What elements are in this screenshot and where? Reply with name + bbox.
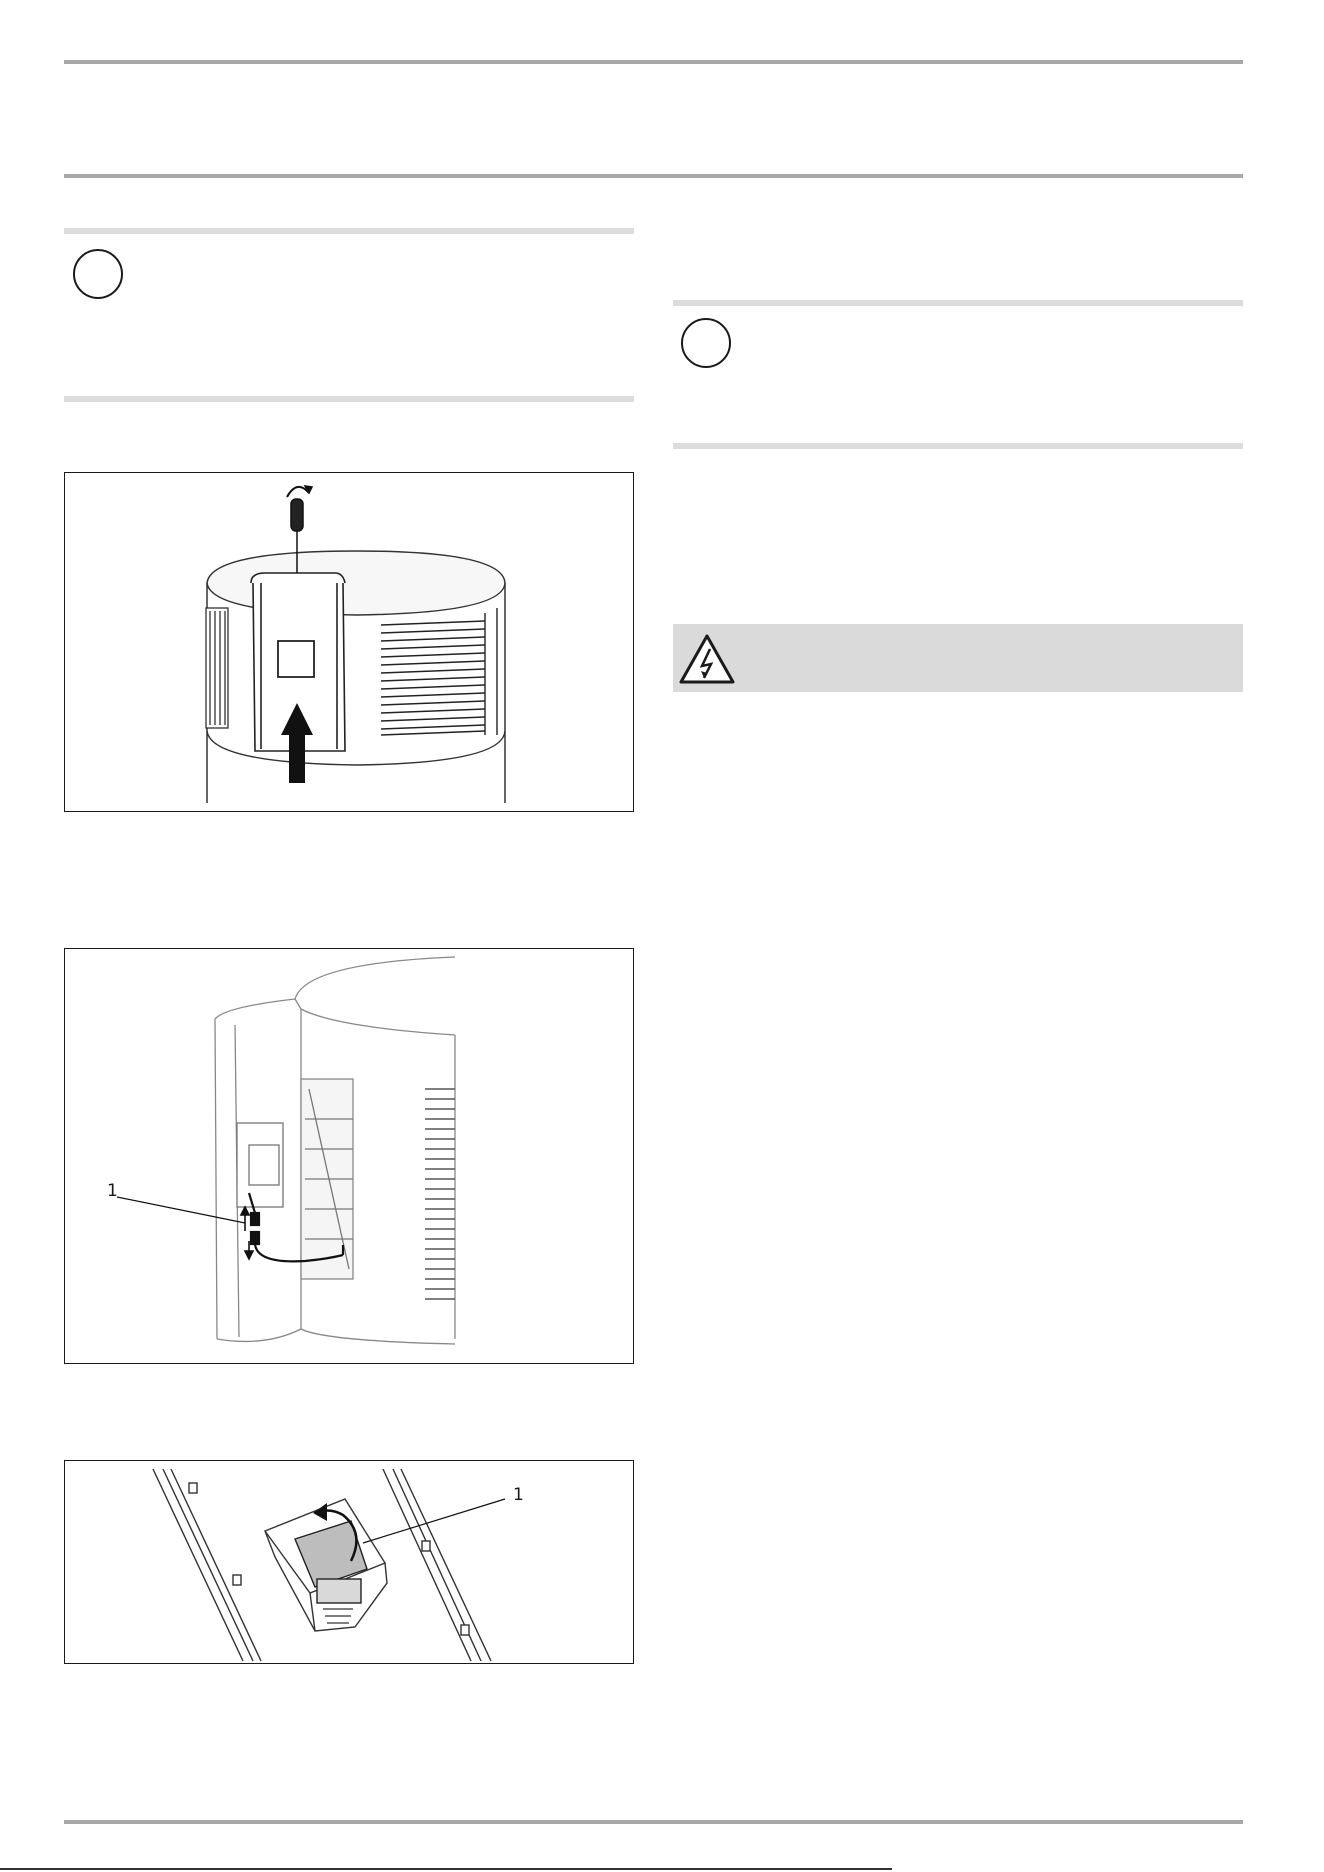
note-box-top-rule xyxy=(64,228,634,234)
note-box-bottom-rule xyxy=(64,396,634,402)
electric-warning-band xyxy=(673,624,1243,692)
callout-label: 1 xyxy=(107,1181,118,1201)
header-bottom-rule xyxy=(64,174,1243,178)
header-top-rule xyxy=(64,60,1243,64)
info-circle-icon xyxy=(73,249,123,299)
figure-flip-circuit-board xyxy=(64,1460,634,1664)
callout-label: 1 xyxy=(513,1485,524,1505)
figure-remove-front-cover xyxy=(64,472,634,812)
bottom-edge-rule xyxy=(0,1868,892,1870)
footer-rule xyxy=(64,1820,1243,1824)
note-box-right-top-rule xyxy=(673,300,1243,306)
note-box-right-bottom-rule xyxy=(673,443,1243,449)
info-circle-icon xyxy=(681,318,731,368)
electric-shock-warning-icon xyxy=(673,624,743,692)
figure-disconnect-cable xyxy=(64,948,634,1364)
